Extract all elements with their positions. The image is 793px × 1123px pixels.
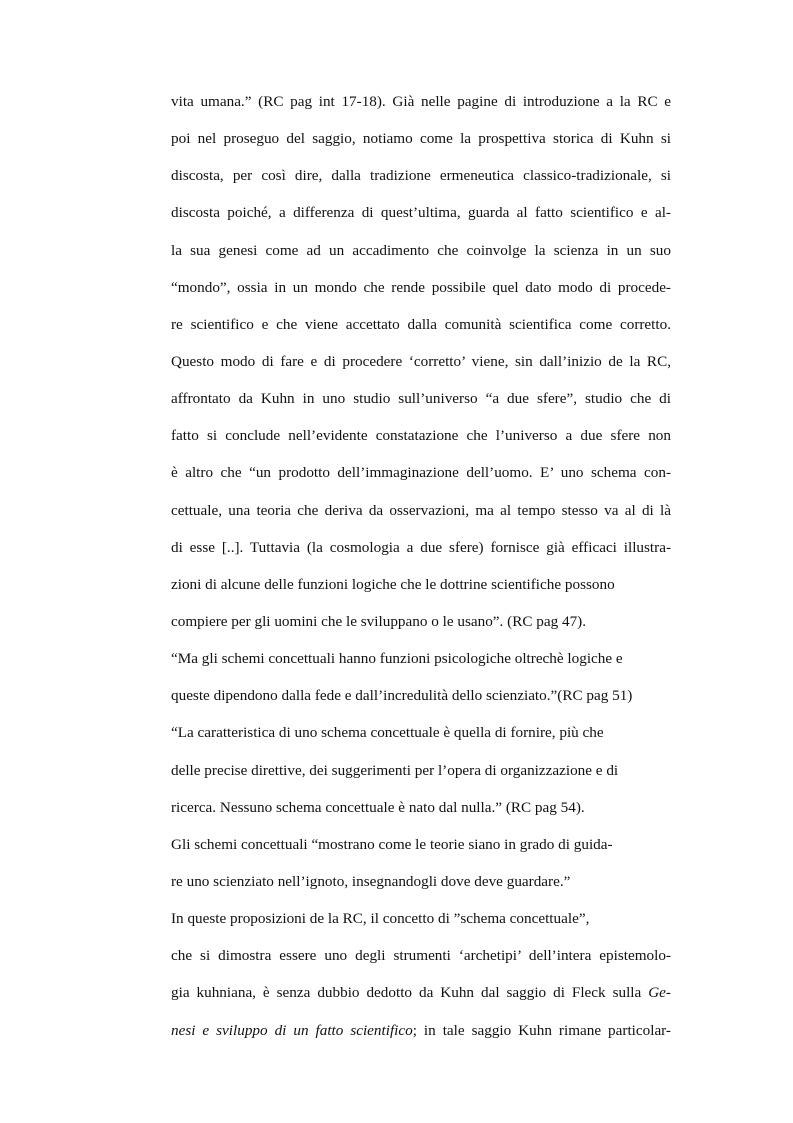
italic-title-fragment: nesi e sviluppo di un fatto scientifico bbox=[171, 1021, 413, 1039]
italic-title-fragment: Ge- bbox=[648, 984, 671, 1002]
text-line: In queste proposizioni de la RC, il concetto di ”schema concettuale”, bbox=[171, 910, 590, 928]
text-line: re uno scienziato nell’ignoto, insegnandogli dove deve guardare.” bbox=[171, 872, 571, 890]
text-line: Questo modo di fare e di procedere ‘corretto’ viene, sin dall’inizio de la RC, bbox=[171, 352, 671, 370]
text-line: queste dipendono dalla fede e dall’incredulità dello scienziato.”(RC pag 51) bbox=[171, 687, 633, 705]
text-line: fatto si conclude nell’evidente constatazione che l’universo a due sfere non bbox=[171, 427, 671, 445]
text-line: re scientifico e che viene accettato dalla comunità scientifica come corretto. bbox=[171, 315, 671, 333]
text-line: di esse [..]. Tuttavia (la cosmologia a due sfere) fornisce già efficaci illustra- bbox=[171, 538, 671, 556]
text-line: che si dimostra essere uno degli strumenti ‘archetipi’ dell’intera epistemolo- bbox=[171, 947, 671, 965]
text-line: “La caratteristica di uno schema concettuale è quella di fornire, più che bbox=[171, 724, 604, 742]
text-line: “Ma gli schemi concettuali hanno funzioni psicologiche oltrechè logiche e bbox=[171, 650, 623, 668]
text-line: Gli schemi concettuali “mostrano come le teorie siano in grado di guida- bbox=[171, 835, 613, 853]
text-line: “mondo”, ossia in un mondo che rende possibile quel dato modo di procede- bbox=[171, 278, 671, 296]
text-line: affrontato da Kuhn in uno studio sull’universo “a due sfere”, studio che di bbox=[171, 390, 671, 408]
text-line: ricerca. Nessuno schema concettuale è nato dal nulla.” (RC pag 54). bbox=[171, 798, 585, 816]
text-line: delle precise direttive, dei suggerimenti per l’opera di organizzazione e di bbox=[171, 761, 619, 779]
text-line: la sua genesi come ad un accadimento che coinvolge la scienza in un suo bbox=[171, 241, 671, 259]
text-line: nesi e sviluppo di un fatto scientifico; in tale saggio Kuhn rimane particolar- bbox=[171, 1021, 671, 1039]
text-line: vita umana.” (RC pag int 17-18). Già nelle pagine di introduzione a la RC e bbox=[171, 93, 671, 110]
text-line: poi nel proseguo del saggio, notiamo come la prospettiva storica di Kuhn si bbox=[171, 130, 671, 148]
text-line: è altro che “un prodotto dell’immaginazione dell’uomo. E’ uno schema con- bbox=[171, 464, 671, 482]
text-line: discosta, per così dire, dalla tradizione ermeneutica classico-tradizionale, si bbox=[171, 167, 671, 185]
body-text bbox=[171, 91, 671, 1057]
text-line: cettuale, una teoria che deriva da osservazioni, ma al tempo stesso va al di là bbox=[171, 501, 671, 519]
text-line: compiere per gli uomini che le sviluppano o le usano”. (RC pag 47). bbox=[171, 612, 587, 630]
text-line: zioni di alcune delle funzioni logiche che le dottrine scientifiche possono bbox=[171, 575, 615, 593]
text-line: gia kuhniana, è senza dubbio dedotto da Kuhn dal saggio di Fleck sulla Ge- bbox=[171, 984, 671, 1002]
text-line: discosta poiché, a differenza di quest’ultima, guarda al fatto scientifico e al- bbox=[171, 204, 671, 222]
